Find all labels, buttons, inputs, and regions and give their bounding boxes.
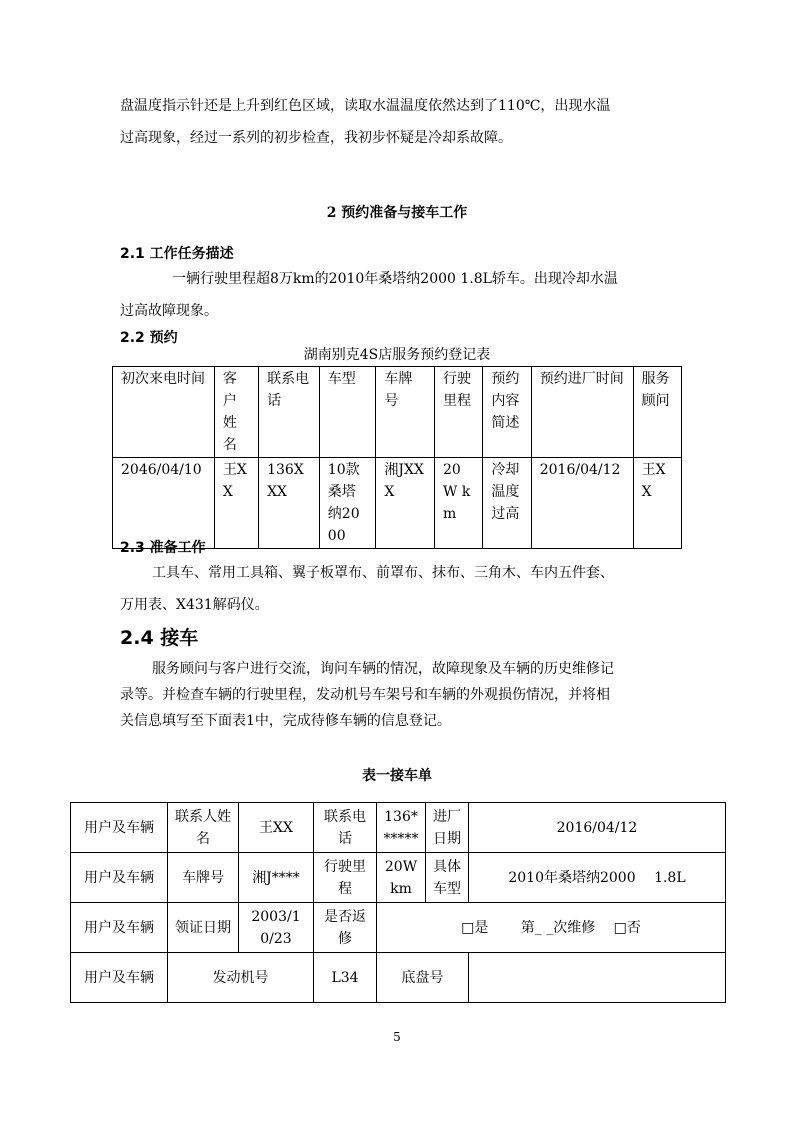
cell-value: 136******	[377, 803, 426, 853]
cell-summary: 冷却温度过高	[483, 458, 531, 549]
cell-label: 联系人姓名	[168, 803, 239, 853]
cell-call-date: 2046/04/10	[113, 458, 215, 549]
cell-model: 10款桑塔纳2000	[319, 458, 376, 549]
cell-label: 领证日期	[168, 903, 239, 953]
header-cell: 车型	[319, 367, 376, 458]
cell-value: L34	[314, 953, 377, 1003]
table-1-title: 表一接车单	[362, 768, 432, 784]
cell-plate: 湘JXXX	[376, 458, 435, 549]
section-2-2-heading: 2.2 预约	[120, 330, 178, 346]
cell-label: 进厂日期	[426, 803, 469, 853]
cell-value	[469, 953, 726, 1003]
section-2-3-heading: 2.3 准备工作	[120, 540, 206, 556]
header-cell: 车牌号	[376, 367, 435, 458]
prep-line-2: 万用表、X431解码仪。	[120, 597, 269, 613]
section-2-4-heading: 2.4 接车	[120, 627, 199, 649]
table-row	[71, 803, 726, 853]
cell-label: 行驶里程	[314, 853, 377, 903]
header-cell: 客户姓名	[214, 367, 258, 458]
prep-line-1: 工具车、常用工具箱、翼子板罩布、前罩布、抹布、三角木、车内五件套、	[152, 565, 614, 581]
cell-label: 发动机号	[168, 953, 314, 1003]
cell-value: 2010年桑塔纳2000 1.8L	[469, 853, 726, 903]
table-row	[71, 903, 726, 953]
header-cell: 行驶里程	[435, 367, 483, 458]
reception-line-2: 录等。并检查车辆的行驶里程，发动机号车架号和车辆的外观损伤情况，并将相	[120, 687, 610, 703]
cell-value: 2016/04/12	[469, 803, 726, 853]
intro-line-1: 盘温度指示针还是上升到红色区域，读取水温温度依然达到了110℃，出现水温	[120, 98, 611, 114]
cell-customer: 王XX	[214, 458, 258, 549]
page-number: 5	[393, 1030, 401, 1044]
cell-label: 用户及车辆	[71, 803, 168, 853]
vehicle-reception-table	[70, 802, 726, 1003]
table-row	[113, 458, 682, 549]
task-line-2: 过高故障现象。	[120, 303, 218, 319]
table-row	[71, 953, 726, 1003]
header-cell: 初次来电时间	[113, 367, 215, 458]
section-2-1-heading: 2.1 工作任务描述	[120, 246, 234, 262]
cell-label: 是否返修	[314, 903, 377, 953]
header-cell: 服务顾问	[633, 367, 681, 458]
cell-label: 用户及车辆	[71, 903, 168, 953]
header-cell: 预约内容简述	[483, 367, 531, 458]
cell-advisor: 王XX	[633, 458, 681, 549]
cell-label: 用户及车辆	[71, 853, 168, 903]
cell-label: 联系电话	[314, 803, 377, 853]
intro-line-2: 过高现象，经过一系列的初步检查，我初步怀疑是冷却系故障。	[120, 130, 512, 146]
appointment-table-title: 湖南别克4S店服务预约登记表	[303, 347, 491, 363]
cell-value: 湘J****	[239, 853, 314, 903]
cell-mileage: 20W km	[435, 458, 483, 549]
cell-phone: 136XXX	[259, 458, 320, 549]
table-row	[113, 367, 682, 458]
cell-arrival-date: 2016/04/12	[531, 458, 633, 549]
cell-label: 底盘号	[377, 953, 469, 1003]
appointment-table	[112, 366, 682, 549]
table-row	[71, 853, 726, 903]
section-2-heading: 2 预约准备与接车工作	[326, 205, 468, 221]
header-cell: 预约进厂时间	[531, 367, 633, 458]
header-cell: 联系电话	[259, 367, 320, 458]
reception-line-1: 服务顾问与客户进行交流，询问车辆的情况，故障现象及车辆的历史维修记	[152, 661, 614, 677]
reception-line-3: 关信息填写至下面表1中，完成待修车辆的信息登记。	[120, 713, 451, 729]
cell-value: 20W km	[377, 853, 426, 903]
cell-value: 王XX	[239, 803, 314, 853]
cell-value: □是 第_ _次维修 □否	[377, 903, 726, 953]
cell-label: 车牌号	[168, 853, 239, 903]
cell-value: 2003/10/23	[239, 903, 314, 953]
cell-label: 具体车型	[426, 853, 469, 903]
cell-label: 用户及车辆	[71, 953, 168, 1003]
task-line-1: 一辆行驶里程超8万km的2010年桑塔纳2000 1.8L轿车。出现冷却水温	[172, 271, 618, 287]
